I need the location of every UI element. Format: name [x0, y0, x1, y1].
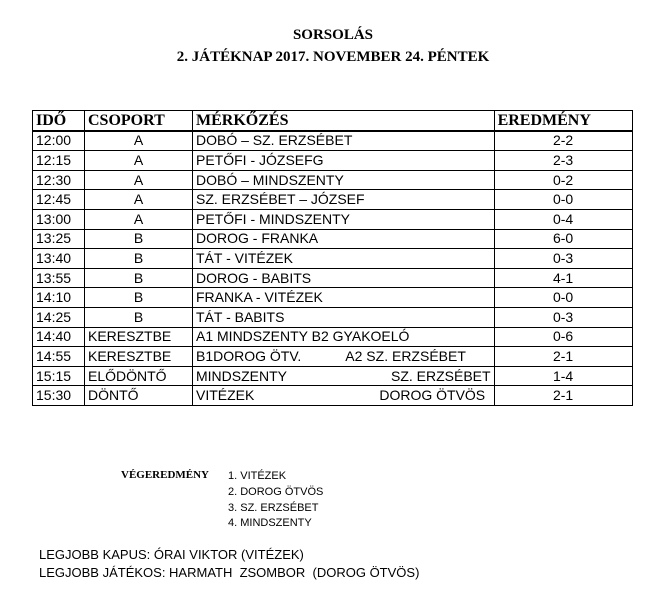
cell-group: A — [85, 190, 193, 210]
cell-match — [193, 151, 495, 171]
cell-result: 0-6 — [494, 327, 632, 347]
final-standing-2: 2. DOROG ÖTVÖS — [228, 486, 324, 498]
table-row — [33, 327, 633, 347]
table-row — [33, 268, 633, 288]
cell-group: B — [85, 229, 193, 249]
cell-match — [193, 347, 495, 367]
cell-result: 2-2 — [494, 131, 632, 151]
final-standings-label: VÉGEREDMÉNY — [121, 469, 210, 481]
match-team-b: A2 SZ. ERZSÉBET — [345, 347, 466, 364]
cell-result: 2-1 — [494, 347, 632, 367]
cell-result: 1-4 — [494, 366, 632, 386]
table-row — [33, 151, 633, 171]
cell-match — [193, 288, 495, 308]
match-team-a: FRANKA - VITÉZEK — [196, 289, 323, 306]
match-team-a: DOROG - BABITS — [196, 269, 312, 286]
cell-result: 0-3 — [494, 249, 632, 269]
table-row — [33, 170, 633, 190]
match-team-a: VITÉZEK — [196, 387, 255, 404]
cell-result: 4-1 — [494, 268, 632, 288]
match-team-a: B1DOROG ÖTV. — [196, 347, 302, 364]
cell-result: 2-1 — [494, 386, 632, 406]
cell-result: 0-0 — [494, 288, 632, 308]
column-header-group: CSOPORT — [85, 111, 193, 131]
table-row — [33, 386, 633, 406]
table-body — [33, 131, 633, 406]
cell-match — [193, 307, 495, 327]
cell-time: 15:15 — [33, 366, 85, 386]
match-team-a: TÁT - VITÉZEK — [196, 249, 293, 266]
match-team-a: MINDSZENTY — [196, 367, 287, 384]
match-team-a: DOBÓ – MINDSZENTY — [196, 171, 344, 188]
cell-time: 14:55 — [33, 347, 85, 367]
cell-result: 0-4 — [494, 209, 632, 229]
cell-result: 0-0 — [494, 190, 632, 210]
table-row — [33, 366, 633, 386]
column-header-match: MÉRKŐZÉS — [193, 111, 495, 131]
table-row — [33, 307, 633, 327]
match-team-a: DOROG - FRANKA — [196, 230, 319, 247]
cell-time: 14:40 — [33, 327, 85, 347]
document-subtitle: 2. JÁTÉKNAP 2017. NOVEMBER 24. PÉNTEK — [176, 49, 490, 65]
cell-group: A — [85, 131, 193, 151]
final-standing-3: 3. SZ. ERZSÉBET — [228, 502, 319, 514]
cell-match — [193, 170, 495, 190]
cell-match — [193, 131, 495, 151]
column-header-result: EREDMÉNY — [494, 111, 632, 131]
cell-match — [193, 327, 495, 347]
table-row — [33, 190, 633, 210]
cell-match — [193, 190, 495, 210]
cell-time: 12:00 — [33, 131, 85, 151]
cell-group: DÖNTŐ — [85, 386, 193, 406]
cell-time: 12:15 — [33, 151, 85, 171]
table-row — [33, 209, 633, 229]
cell-match — [193, 249, 495, 269]
schedule-table — [32, 110, 633, 406]
table-row — [33, 131, 633, 151]
cell-result: 2-3 — [494, 151, 632, 171]
final-standing-4: 4. MINDSZENTY — [228, 517, 312, 529]
cell-group: A — [85, 151, 193, 171]
table-row — [33, 347, 633, 367]
table-header-row — [33, 111, 633, 131]
final-standing-1: 1. VITÉZEK — [228, 470, 287, 482]
cell-time: 12:45 — [33, 190, 85, 210]
match-team-a: DOBÓ – SZ. ERZSÉBET — [196, 132, 353, 149]
cell-match — [193, 366, 495, 386]
cell-time: 15:30 — [33, 386, 85, 406]
match-team-a: TÁT - BABITS — [196, 308, 285, 325]
table-row — [33, 249, 633, 269]
column-header-time: IDŐ — [33, 111, 85, 131]
table-row — [33, 229, 633, 249]
match-team-a: PETŐFI - JÓZSEFG — [196, 151, 324, 168]
table-row — [33, 288, 633, 308]
match-team-a: PETŐFI - MINDSZENTY — [196, 210, 350, 227]
cell-time: 13:00 — [33, 209, 85, 229]
match-team-a: A1 MINDSZENTY B2 GYAKOELÓ — [196, 328, 410, 345]
cell-match — [193, 209, 495, 229]
document-title: SORSOLÁS — [292, 27, 374, 43]
cell-result: 0-2 — [494, 170, 632, 190]
cell-match — [193, 268, 495, 288]
cell-group: ELŐDÖNTŐ — [85, 366, 193, 386]
cell-group: B — [85, 268, 193, 288]
match-team-b: DOROG ÖTVÖS — [379, 387, 486, 404]
cell-group: B — [85, 288, 193, 308]
cell-match — [193, 386, 495, 406]
cell-time: 13:25 — [33, 229, 85, 249]
cell-group: A — [85, 170, 193, 190]
match-team-a: SZ. ERZSÉBET – JÓZSEF — [196, 191, 365, 208]
cell-time: 12:30 — [33, 170, 85, 190]
cell-result: 6-0 — [494, 229, 632, 249]
cell-time: 14:25 — [33, 307, 85, 327]
cell-result: 0-3 — [494, 307, 632, 327]
cell-group: B — [85, 249, 193, 269]
cell-group: KERESZTBE — [85, 327, 193, 347]
cell-time: 13:40 — [33, 249, 85, 269]
cell-match — [193, 229, 495, 249]
cell-group: B — [85, 307, 193, 327]
cell-group: A — [85, 209, 193, 229]
cell-group: KERESZTBE — [85, 347, 193, 367]
cell-time: 14:10 — [33, 288, 85, 308]
best-player: LEGJOBB JÁTÉKOS: HARMATH ZSOMBOR (DOROG ÖTVÖS) — [39, 565, 420, 580]
cell-time: 13:55 — [33, 268, 85, 288]
match-team-b: SZ. ERZSÉBET — [391, 367, 491, 384]
best-goalkeeper: LEGJOBB KAPUS: ÓRAI VIKTOR (VITÉZEK) — [39, 547, 304, 562]
